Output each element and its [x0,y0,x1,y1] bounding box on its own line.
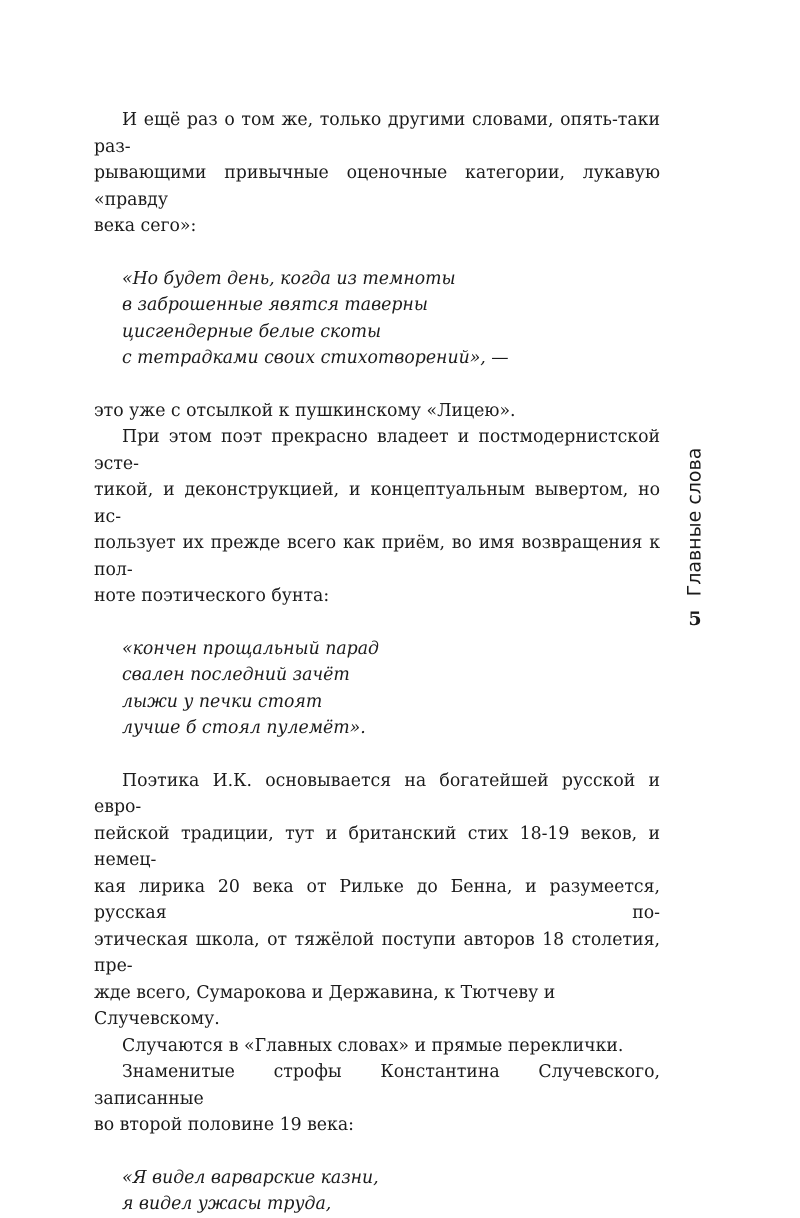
text-line: этическая школа, от тяжёлой поступи авторов 18 столетия, пре- [94,929,660,976]
paragraph-2 [94,398,660,425]
paragraph-6 [94,1059,660,1139]
verse-line: цисгендерные белые скоты [122,321,382,342]
text-line: ноте поэтического бунта: [94,586,330,606]
verse-line: лучше б стоял пулемёт». [122,718,366,738]
paragraph-5 [94,1033,660,1060]
text-line: Знаменитые строфы Константина Случевского, записанные [94,1062,660,1109]
text-line: пейской традиции, тут и британский стих 18-19 веков, и немец- [94,823,660,870]
verse-quote-1 [122,266,660,372]
running-head [676,447,712,597]
page-body [94,107,660,1218]
paragraph-1 [94,107,660,240]
text-line: Поэтика И.К. основывается на богатейшей русской и евро- [94,770,660,817]
verse-quote-3 [122,1165,660,1218]
text-line: это уже с отсылкой к пушкинскому «Лицею». [94,400,516,421]
verse-line: свален последний зачёт [122,665,350,685]
verse-line: «кончен прощальный парад [122,638,379,659]
text-line: При этом поэт прекрасно владеет и постмодернистской эсте- [94,427,660,474]
running-head-title: Главные слова [683,447,705,597]
verse-line: «Но будет день, когда из темноты [122,268,456,289]
page-number: 5 [688,608,702,630]
text-line: Случаются в «Главных словах» и прямые переклички. [122,1035,624,1056]
verse-quote-2 [122,636,660,742]
text-line: И ещё раз о том же, только другими словами, опять-таки раз- [94,110,660,157]
text-line: во второй половине 19 века: [94,1115,354,1135]
text-line: века сего»: [94,216,197,236]
text-line: тикой, и деконструкцией, и концептуальным вывертом, но ис- [94,480,660,527]
verse-line: «Я видел варварские казни, [122,1167,379,1188]
verse-line: с тетрадками своих стихотворений», — [122,348,509,368]
paragraph-4 [94,768,660,1033]
text-line: жде всего, Сумарокова и Державина, к Тютчеву и Случевскому. [94,982,556,1029]
verse-line: лыжи у печки стоят [122,691,323,712]
verse-line: я видел ужасы труда, [122,1194,332,1214]
verse-line: в заброшенные явятся таверны [122,295,428,315]
paragraph-3 [94,424,660,610]
text-line: пользует их прежде всего как приём, во имя возвращения к пол- [94,533,660,580]
text-line: кая лирика 20 века от Рильке до Бенна, и разумеется, русская по- [94,876,660,923]
text-line: рывающими привычные оценочные категории, лукавую «правду [94,163,660,210]
